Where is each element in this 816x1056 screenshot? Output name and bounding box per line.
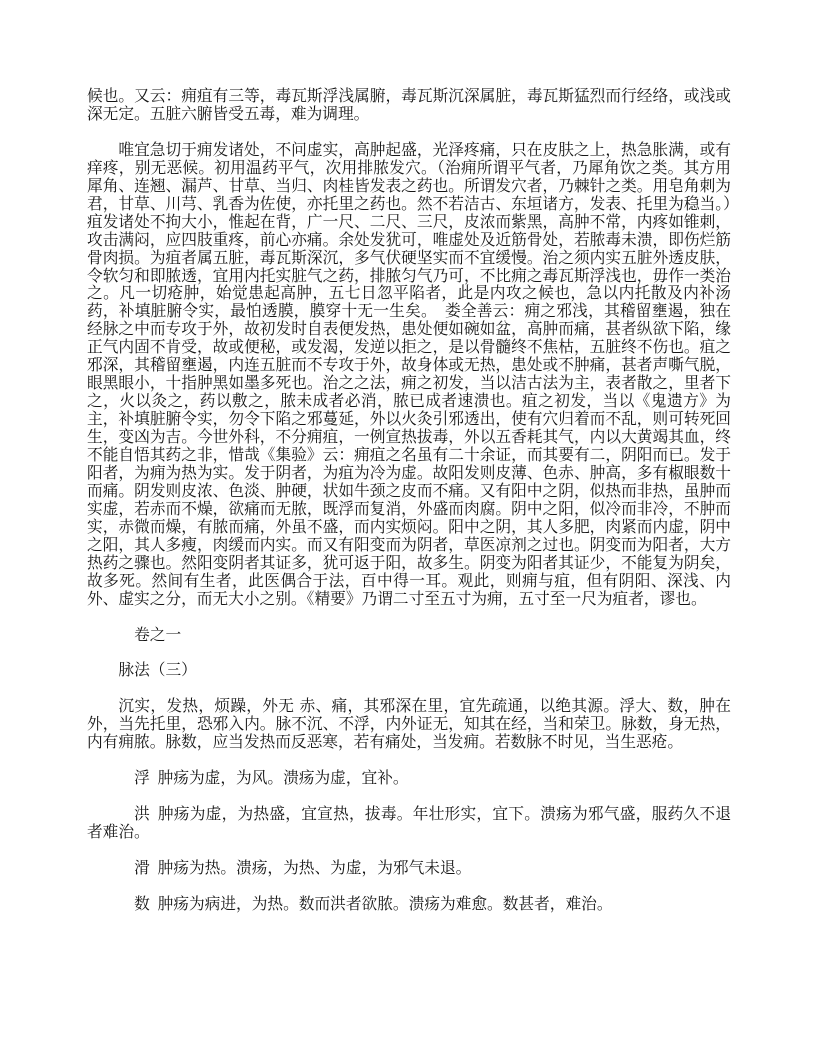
- section-heading: 脉法（三）: [118, 660, 197, 680]
- continuation-paragraph: 候也。又云：痈疽有三等，毒瓦斯浮浅属腑，毒瓦斯沉深属脏，毒瓦斯猛烈而行经络，或浅或深无定。五脏六腑皆受五毒，难为调理。: [87, 86, 731, 123]
- main-paragraph: 唯宜急切于痈发诸处，不问虚实，高肿起盛，光泽疼痛，只在皮肤之上，热急胀满，或有痒疼，别无恶候。初用温药平气，次用排脓发穴。（治痈所谓平气者，乃犀角饮之类。其方用犀角、连翘、漏芦、甘草、当归、肉桂皆发表之药也。所谓发穴者，乃棘针之类。用皂角刺为君，甘草、川芎、乳香为佐使，亦托里之药也。然不若洁古、东垣诸方，发表、托里为稳当。）疽发诸处不拘大小，惟起在背，广一尺、二尺、三尺，皮浓而紫黑，高肿不常，内疼如锥刺，攻击满闷，应四肢重疼，前心亦痛。余处发犹可，唯虚处及近筋骨处，若脓毒未溃，即伤烂筋骨肉损。为疽者属五脏，毒瓦斯深沉，多气伏硬坚实而不宜缓慢。治之须内实五脏外透皮肤，令软匀和即脓透，宜用内托实脏气之药，排脓匀气乃可，不比痈之毒瓦斯浮浅也，毋作一类治之。凡一切疮肿，始觉患起高肿，五七日忽平陷者，此是内攻之候也，急以内托散及内补汤药，补填脏腑令实，最怕透膜，膜穿十无一生矣。 娄全善云：痈之邪浅，其稽留壅遏，独在经脉之中而专攻于外，故初发时自表便发热，患处便如碗如盆，高肿而痛，甚者纵欲下陷，缘正气内固不肯受，故或便秘，或发渴，发逆以拒之，是以骨髓终不焦枯，五脏终不伤也。疽之邪深，其稽留壅遏，内连五脏而不专攻于外，故身体或无热，患处或不肿痛，甚者声嘶气脱，眼黑眼小，十指肿黑如墨多死也。治之之法，痈之初发，当以洁古法为主，表者散之，里者下之，火以灸之，药以敷之，脓未成者必消，脓已成者速溃也。疽之初发，当以《鬼遗方》为主，补填脏腑令实，勿令下陷之邪蔓延，外以火灸引邪透出，使有穴归着而不乱，则可转死回生，变凶为吉。今世外科，不分痈疽，一例宣热拔毒，外以五香耗其气，内以大黄竭其血，终不能自悟其药之非，惜哉《集验》云：痈疽之名虽有二十余证，而其要有二，阴阳而已。发于阳者，为痈为热为实。发于阴者，为疽为冷为虚。故阳发则皮薄、色赤、肿高，多有椒眼数十而痛。阴发则皮浓、色淡、肿硬，状如牛颈之皮而不痛。又有阳中之阴，似热而非热，虽肿而实虚，若赤而不燥，欲痛而无脓，既浮而复消，外盛而肉腐。阴中之阳，似冷而非冷，不肿而实，赤微而燥，有脓而痛，外虽不盛，而内实烦闷。阳中之阴，其人多肥，肉紧而内虚，阴中之阳，其人多瘦，肉缓而内实。而又有阳变而为阴者，草医凉剂之过也。阴变而为阳者，大方热药之骤也。然阳变阴者其证多，犹可返于阳，故多生。阴变为阳者其证少，不能复为阴矣，故多死。然间有生者，此医偶合于法，百中得一耳。观此，则痈与疽，但有阴阳、深浅、内外、虚实之分，而无大小之别。《精要》乃谓二寸至五寸为痈，五寸至一尺为疽者，谬也。: [87, 139, 731, 608]
- volume-heading: 卷之一: [134, 624, 182, 644]
- pulse-name: 浮: [134, 768, 150, 788]
- pulse-entry: [87, 805, 731, 841]
- pulse-name: 滑: [134, 857, 150, 877]
- pulse-entry: [87, 895, 731, 913]
- pulse-entry: [87, 769, 731, 787]
- pulse-description: 肿疡为病进，为热。数而洪者欲脓。溃疡为难愈。数甚者，难治。: [157, 893, 613, 913]
- pulse-name: 数: [134, 893, 150, 913]
- pulse-description: 肿疡为热。溃疡，为热、为虚，为邪气未退。: [157, 857, 472, 877]
- pulse-name: 洪: [134, 804, 151, 824]
- document-body: [87, 87, 731, 913]
- pulse-overview-paragraph: 沉实，发热，烦躁，外无 赤、痛，其邪深在里，宜先疏通，以绝其源。浮大、数，肿在外，当先托里，恐邪入内。脉不沉、不浮，内外证无，知其在经，当和荣卫。脉数，身无热，内有痈脓。脉数，应当发热而反恶寒，若有痛处，当发痈。若数脉不时见，当生恶疮。: [87, 696, 731, 752]
- pulse-description: 肿疡为虚，为热盛，宜宣热，拔毒。年壮形实，宜下。溃疡为邪气盛，服药久不退者难治。: [87, 804, 732, 841]
- pulse-description: 肿疡为虚，为风。溃疡为虚，宜补。: [157, 768, 409, 788]
- pulse-entry: [87, 859, 731, 877]
